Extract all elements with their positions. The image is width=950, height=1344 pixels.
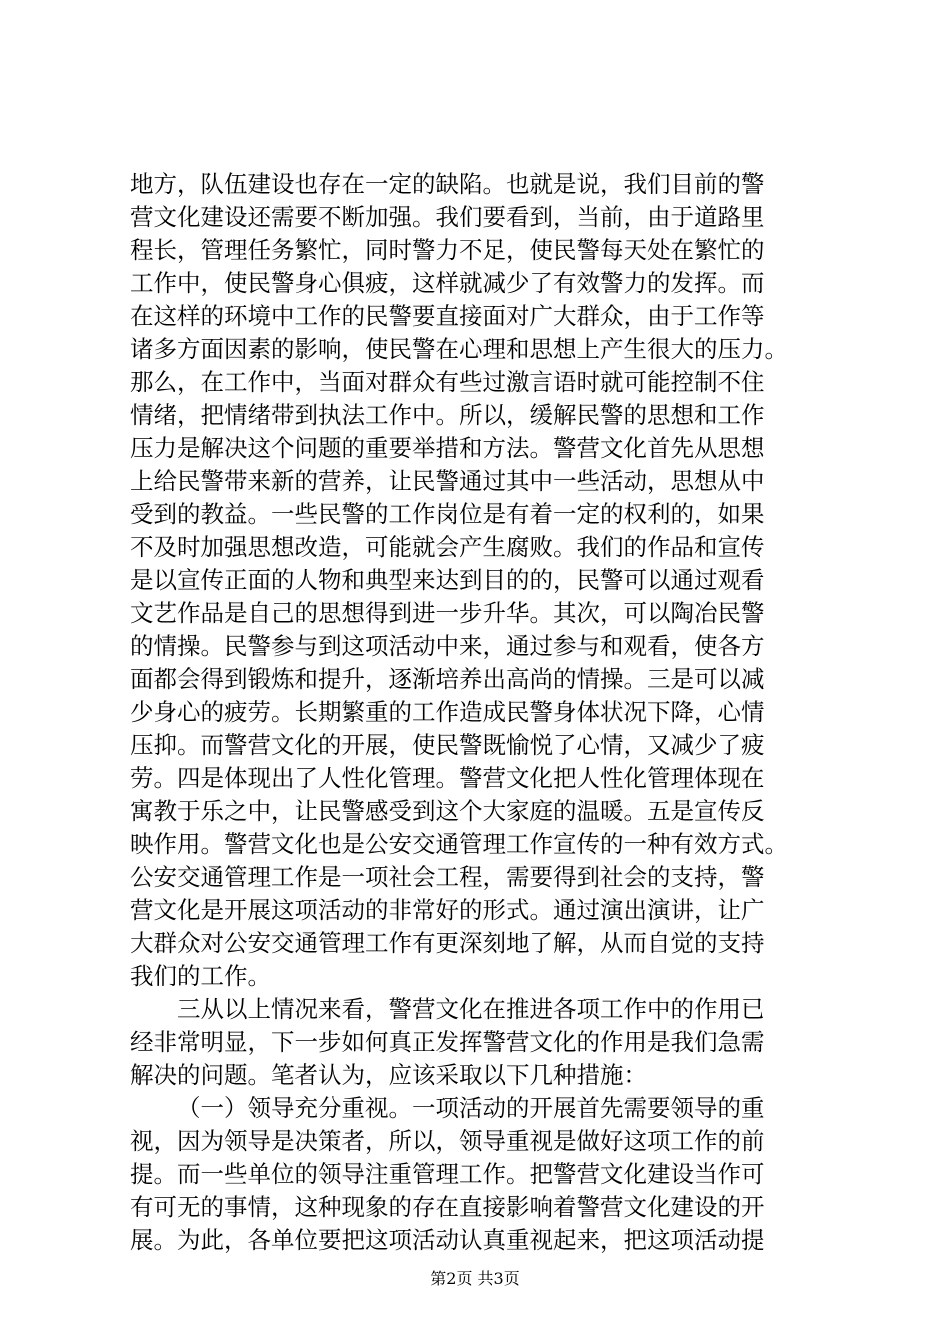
text-line: 情绪，把情绪带到执法工作中。所以，缓解民警的思想和工作 — [130, 401, 765, 429]
text-line: 不及时加强思想改造，可能就会产生腐败。我们的作品和宣传 — [130, 533, 765, 561]
section-heading-line: （一）领导充分重视。一项活动的开展首先需要领导的重 — [177, 1094, 765, 1122]
text-line: 劳。四是体现出了人性化管理。警营文化把人性化管理体现在 — [130, 764, 765, 792]
body-text — [130, 168, 830, 1257]
text-line: 大群众对公安交通管理工作有更深刻地了解，从而自觉的支持 — [130, 929, 765, 957]
text-line: 上给民警带来新的营养，让民警通过其中一些活动，思想从中 — [130, 467, 765, 495]
text-line: 展。为此，各单位要把这项活动认真重视起来，把这项活动提 — [130, 1226, 765, 1254]
text-line: 程长，管理任务繁忙，同时警力不足，使民警每天处在繁忙的 — [130, 236, 765, 264]
text-line: 的情操。民警参与到这项活动中来，通过参与和观看，使各方 — [130, 632, 765, 660]
text-line: 在这样的环境中工作的民警要直接面对广大群众，由于工作等 — [130, 302, 765, 330]
text-line: 映作用。警营文化也是公安交通管理工作宣传的一种有效方式。 — [130, 830, 788, 858]
text-line: 我们的工作。 — [130, 962, 271, 990]
text-line: 解决的问题。笔者认为，应该采取以下几种措施： — [130, 1061, 647, 1089]
text-line: 文艺作品是自己的思想得到进一步升华。其次，可以陶冶民警 — [130, 599, 765, 627]
text-line: 面都会得到锻炼和提升，逐渐培养出高尚的情操。三是可以减 — [130, 665, 765, 693]
text-line: 诸多方面因素的影响，使民警在心理和思想上产生很大的压力。 — [130, 335, 788, 363]
text-line: 营文化是开展这项活动的非常好的形式。通过演出演讲，让广 — [130, 896, 765, 924]
paragraph-start-line: 三从以上情况来看，警营文化在推进各项工作中的作用已 — [177, 995, 765, 1023]
text-line: 视，因为领导是决策者，所以，领导重视是做好这项工作的前 — [130, 1127, 765, 1155]
text-line: 少身心的疲劳。长期繁重的工作造成民警身体状况下降，心情 — [130, 698, 765, 726]
text-line: 寓教于乐之中，让民警感受到这个大家庭的温暖。五是宣传反 — [130, 797, 765, 825]
text-line: 经非常明显，下一步如何真正发挥警营文化的作用是我们急需 — [130, 1028, 765, 1056]
text-line: 营文化建设还需要不断加强。我们要看到，当前，由于道路里 — [130, 203, 765, 231]
text-line: 地方，队伍建设也存在一定的缺陷。也就是说，我们目前的警 — [130, 170, 765, 198]
text-line: 受到的教益。一些民警的工作岗位是有着一定的权利的，如果 — [130, 500, 765, 528]
text-line: 公安交通管理工作是一项社会工程，需要得到社会的支持，警 — [130, 863, 765, 891]
page-number-footer: 第2页 共3页 — [430, 1269, 520, 1288]
text-line: 那么，在工作中，当面对群众有些过激言语时就可能控制不住 — [130, 368, 765, 396]
text-line: 工作中，使民警身心俱疲，这样就减少了有效警力的发挥。而 — [130, 269, 765, 297]
text-line: 有可无的事情，这种现象的存在直接影响着警营文化建设的开 — [130, 1193, 765, 1221]
text-line: 提。而一些单位的领导注重管理工作。把警营文化建设当作可 — [130, 1160, 765, 1188]
text-line: 压抑。而警营文化的开展，使民警既愉悦了心情，又减少了疲 — [130, 731, 765, 759]
text-line: 是以宣传正面的人物和典型来达到目的的，民警可以通过观看 — [130, 566, 765, 594]
text-line: 压力是解决这个问题的重要举措和方法。警营文化首先从思想 — [130, 434, 765, 462]
